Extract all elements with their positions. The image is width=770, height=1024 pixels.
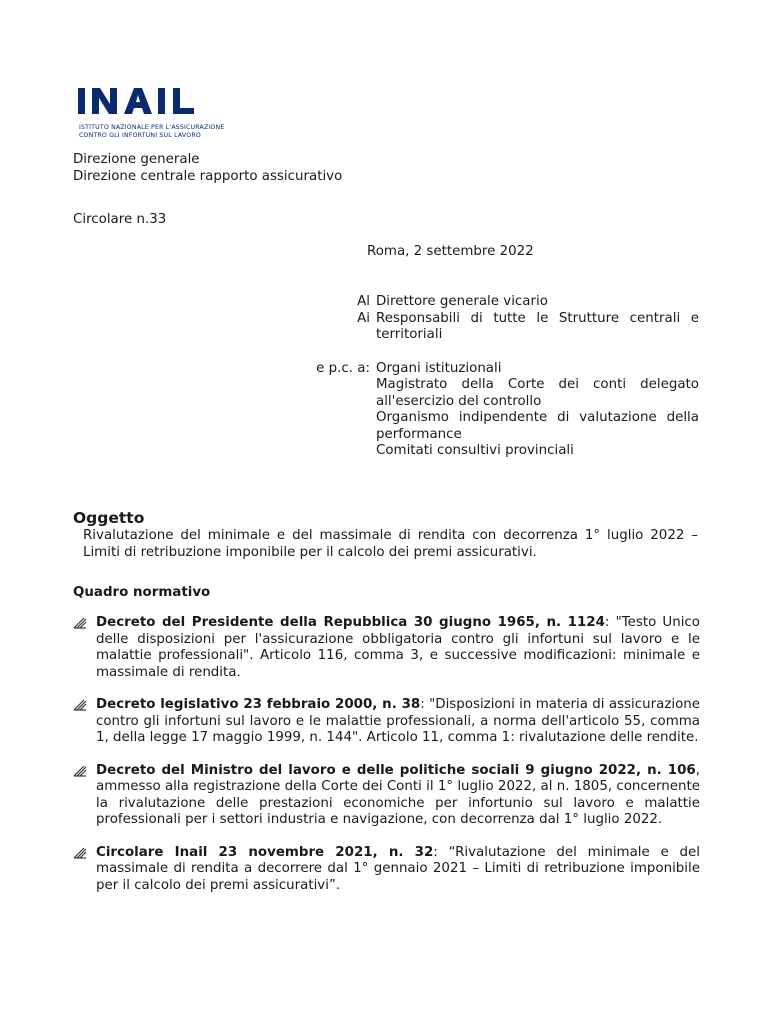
addressee-row xyxy=(73,294,699,311)
addressee-row xyxy=(73,443,699,460)
logo-subtitle-line2: CONTRO GLI INFORTUNI SUL LAVORO xyxy=(79,131,201,139)
addressee-row xyxy=(73,377,699,410)
reference-description: : “Rivalutazione del minimale e del massimale di rendita a decorrere dal 1° gennaio 2021 – Limiti di retribuzione imponibile per il calcolo dei premi assicurativi”. xyxy=(96,844,700,893)
normative-reference xyxy=(96,697,700,747)
reference-description: : "Testo Unico delle disposizioni per l'assicurazione obbligatoria contro gli infortuni sul lavoro e le malattie professionali". Articolo 116, comma 3, e successive modificazioni: minimale e massimale di rendita. xyxy=(96,615,700,680)
department-header xyxy=(73,152,342,185)
addressee-label xyxy=(73,410,376,443)
addressees-block xyxy=(73,294,699,460)
addressee-text: Comitati consultivi provinciali xyxy=(376,443,574,458)
addressee-text: Magistrato della Corte dei conti delegato all'esercizio del controllo xyxy=(376,377,699,409)
addressee-text: Organismo indipendente di valutazione della performance xyxy=(376,410,699,442)
normative-reference xyxy=(96,763,700,829)
department-line: Direzione centrale rapporto assicurativo xyxy=(73,168,343,184)
logo-subtitle-line1: ISTITUTO NAZIONALE PER L'ASSICURAZIONE xyxy=(79,124,225,131)
subject-heading: Oggetto xyxy=(73,509,145,527)
pencil-bullet-icon xyxy=(73,697,96,747)
list-item xyxy=(73,697,700,747)
logo-subtitle xyxy=(79,124,224,139)
addressee-row xyxy=(73,410,699,443)
reference-description: , ammesso alla registrazione della Corte dei Conti il 1° luglio 2022, al n. 1805, concernente la rivalutazione delle prestazioni economiche per infortunio sul lavoro e malattie professionali per i settori industria e navigazione, con decorrenza dal 1° luglio 2022. xyxy=(96,762,700,827)
addressee-label xyxy=(73,443,376,460)
normative-list xyxy=(73,615,700,910)
normative-reference xyxy=(96,845,700,895)
addressee-text: Responsabili di tutte le Strutture centrali e territoriali xyxy=(376,310,699,342)
department-line: Direzione generale xyxy=(73,152,200,167)
list-item xyxy=(73,763,700,829)
reference-title: Decreto legislativo 23 febbraio 2000, n. 38 xyxy=(96,697,421,712)
addressee-label xyxy=(73,377,376,410)
list-item xyxy=(73,615,700,681)
addressee-text: Organi istituzionali xyxy=(376,360,502,376)
addressee-label: Al xyxy=(357,294,370,309)
addressee-label: Ai xyxy=(357,310,370,326)
addressee-text: Direttore generale vicario xyxy=(376,294,548,309)
addressee-label: e p.c. a: xyxy=(316,360,370,376)
reference-title: Decreto del Ministro del lavoro e delle politiche sociali 9 giugno 2022, n. 106 xyxy=(96,762,696,778)
pencil-bullet-icon xyxy=(73,845,96,895)
addressee-row xyxy=(73,361,699,378)
subject-body: Rivalutazione del minimale e del massimale di rendita con decorrenza 1° luglio 2022 – Limiti di retribuzione imponibile per il calcolo dei premi assicurativi. xyxy=(83,528,698,560)
inail-logo xyxy=(78,86,218,116)
reference-title: Circolare Inail 23 novembre 2021, n. 32 xyxy=(96,844,434,860)
normative-reference xyxy=(96,615,700,681)
reference-title: Decreto del Presidente della Repubblica 30 giugno 1965, n. 1124 xyxy=(96,615,605,630)
document-date: Roma, 2 settembre 2022 xyxy=(367,244,534,259)
normative-heading: Quadro normativo xyxy=(73,585,211,600)
addressee-row xyxy=(73,311,699,344)
circular-number: Circolare n.33 xyxy=(73,212,167,227)
pencil-bullet-icon xyxy=(73,763,96,829)
pencil-bullet-icon xyxy=(73,615,96,681)
reference-description: : "Disposizioni in materia di assicurazione contro gli infortuni sul lavoro e le malattie professionali, a norma dell'articolo 55, comma 1, della legge 17 maggio 1999, n. 144". Articolo 11, comma 1: rivalutazione delle rendite. xyxy=(96,697,701,745)
list-item xyxy=(73,845,700,895)
